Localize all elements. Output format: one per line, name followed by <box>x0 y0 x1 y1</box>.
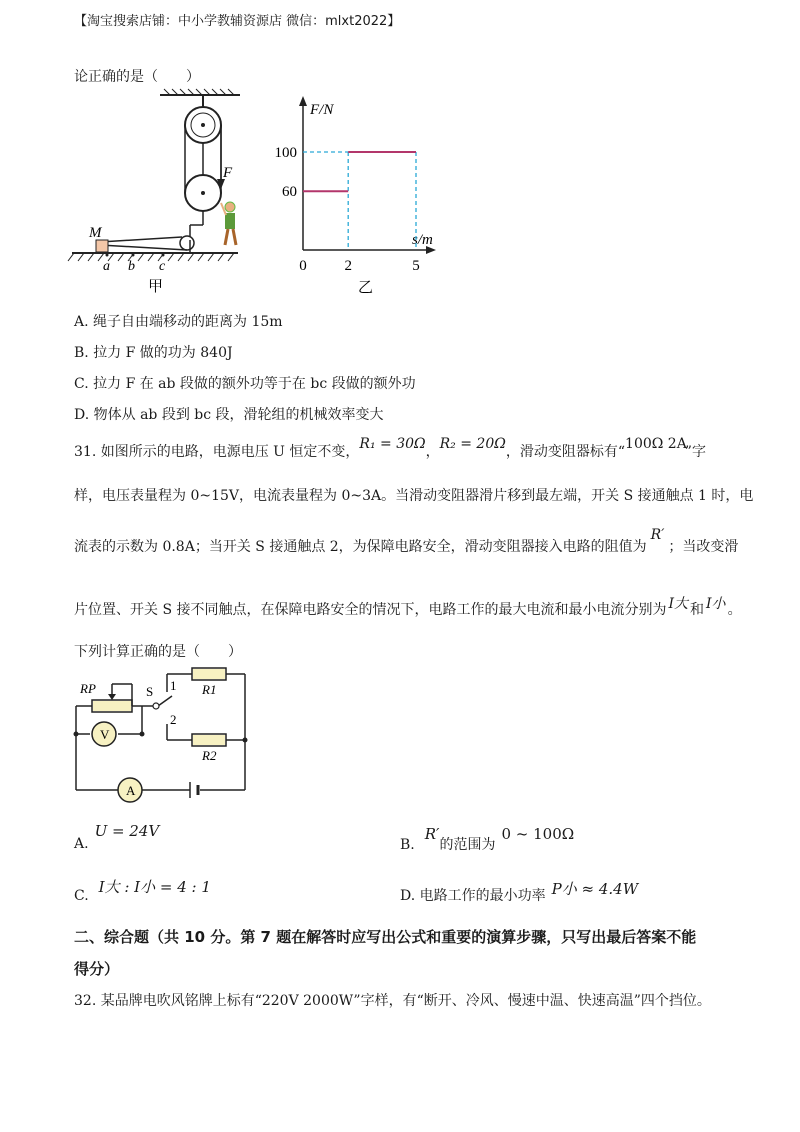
r1-label: R1 <box>202 682 217 697</box>
force-distance-chart <box>270 92 450 297</box>
q31-line1 <box>74 436 706 461</box>
q31-line3-a: 流表的示数为 0.8A；当开关 S 接通触点 2，为保障电路安全，滑动变阻器接入电路的阻值为 <box>74 539 647 555</box>
x-tick-label: 0 <box>299 258 307 274</box>
option-b-range: 0 ~ 100Ω <box>501 825 575 843</box>
q30-option-c: C. 拉力 F 在 ab 段做的额外功等于在 bc 段做的额外功 <box>74 376 416 392</box>
point-c-label: c <box>159 259 166 274</box>
q31-line4 <box>74 596 742 619</box>
r2-value: R₂ = 20Ω <box>439 436 506 452</box>
y-axis-label: F/N <box>310 102 334 118</box>
option-b-text: 的范围为 <box>439 837 496 853</box>
pulley-diagram <box>60 85 250 300</box>
page-header: 【淘宝搜索店铺：中小学教辅资源店 微信：mlxt2022】 <box>74 14 401 29</box>
section-heading-line2: 得分） <box>74 960 120 978</box>
x-axis-label: s/m <box>412 232 433 248</box>
y-tick-label: 100 <box>274 145 297 161</box>
rheostat-body <box>93 701 131 711</box>
label-F: F <box>223 165 233 181</box>
q32-text: 32. 某品牌电吹风铭牌上标有“220V 2000W”字样，有“断开、冷风、慢速中温、快速高温”四个挡位。 <box>74 993 711 1009</box>
option-b-formula: R′ <box>424 825 440 843</box>
r2-label: R2 <box>202 748 217 763</box>
contact-1-label: 1 <box>170 678 177 693</box>
figure-caption-yi: 乙 <box>358 280 374 296</box>
switch-pivot <box>153 703 159 709</box>
r-prime-symbol: R′ <box>650 527 665 543</box>
rheostat-rating: 100Ω 2A <box>625 436 685 452</box>
option-a-formula: U = 24V <box>94 822 160 840</box>
q31-line5: 下列计算正确的是（ ） <box>74 644 242 660</box>
rp-label: RP <box>80 681 96 696</box>
q30-option-a: A. 绳子自由端移动的距离为 15m <box>74 314 283 330</box>
contact-2-label: 2 <box>170 712 177 727</box>
resistor-r2 <box>193 735 225 745</box>
r1-value: R₁ = 30Ω <box>359 436 426 452</box>
option-c-letter: C. <box>74 888 89 904</box>
point-b-label: b <box>128 259 135 274</box>
ammeter-label: A <box>126 783 136 798</box>
person-icon <box>221 202 236 245</box>
q31-line1-c: ”字 <box>684 444 706 460</box>
option-d-formula: P小 ≈ 4.4W <box>551 880 639 898</box>
option-b-letter: B. <box>400 837 415 853</box>
q31-line3 <box>74 527 739 556</box>
x-tick-label: 2 <box>344 258 352 274</box>
x-tick-label: 5 <box>412 258 420 274</box>
y-axis-arrow-icon <box>299 96 307 106</box>
q31-line2: 样，电压表量程为 0~15V，电流表量程为 0~3A。当滑动变阻器滑片移到最左端，开关 S 接通触点 1 时，电 <box>74 488 754 504</box>
q31-option-d <box>400 880 639 905</box>
q31-and: 和 <box>690 602 705 618</box>
section-heading-line1: 二、综合题（共 10 分。第 7 题在解答时应写出公式和重要的演算步骤，只写出最后答案不能 <box>74 928 697 946</box>
q31-option-a <box>74 822 160 852</box>
option-d-text: D. 电路工作的最小功率 <box>400 888 546 904</box>
q31-line4-a: 片位置、开关 S 接不同触点，在保障电路安全的情况下，电路工作的最大电流和最小电流分别为 <box>74 602 667 618</box>
q31-period: 。 <box>727 602 742 618</box>
option-a-letter: A. <box>74 836 89 852</box>
y-tick-label: 60 <box>282 184 297 201</box>
i-min-symbol: I小 <box>706 596 726 612</box>
resistor-r1 <box>193 669 225 679</box>
i-max-symbol: I大 <box>668 596 689 612</box>
circuit-diagram <box>62 662 262 812</box>
figure-caption-jia: 甲 <box>148 279 164 295</box>
option-c-formula: I大 : I小 = 4 : 1 <box>98 878 211 896</box>
point-a-label: a <box>103 259 110 274</box>
q31-option-b <box>400 825 575 854</box>
q31-comma: ， <box>425 444 440 460</box>
q31-line1-b: ，滑动变阻器标有“ <box>505 444 626 460</box>
voltmeter-label: V <box>100 727 110 742</box>
q31-line1-a: 31. 如图所示的电路，电源电压 U 恒定不变， <box>74 444 360 460</box>
q30-stem: 论正确的是（ ） <box>74 69 200 85</box>
label-M: M <box>89 225 102 241</box>
switch-label: S <box>146 684 154 699</box>
q30-option-d: D. 物体从 ab 段到 bc 段，滑轮组的机械效率变大 <box>74 407 384 423</box>
slider-arrow-icon <box>108 694 116 700</box>
q30-option-b: B. 拉力 F 做的功为 840J <box>74 345 233 361</box>
q31-option-c <box>74 878 211 905</box>
q31-line3-b: ；当改变滑 <box>668 539 739 555</box>
